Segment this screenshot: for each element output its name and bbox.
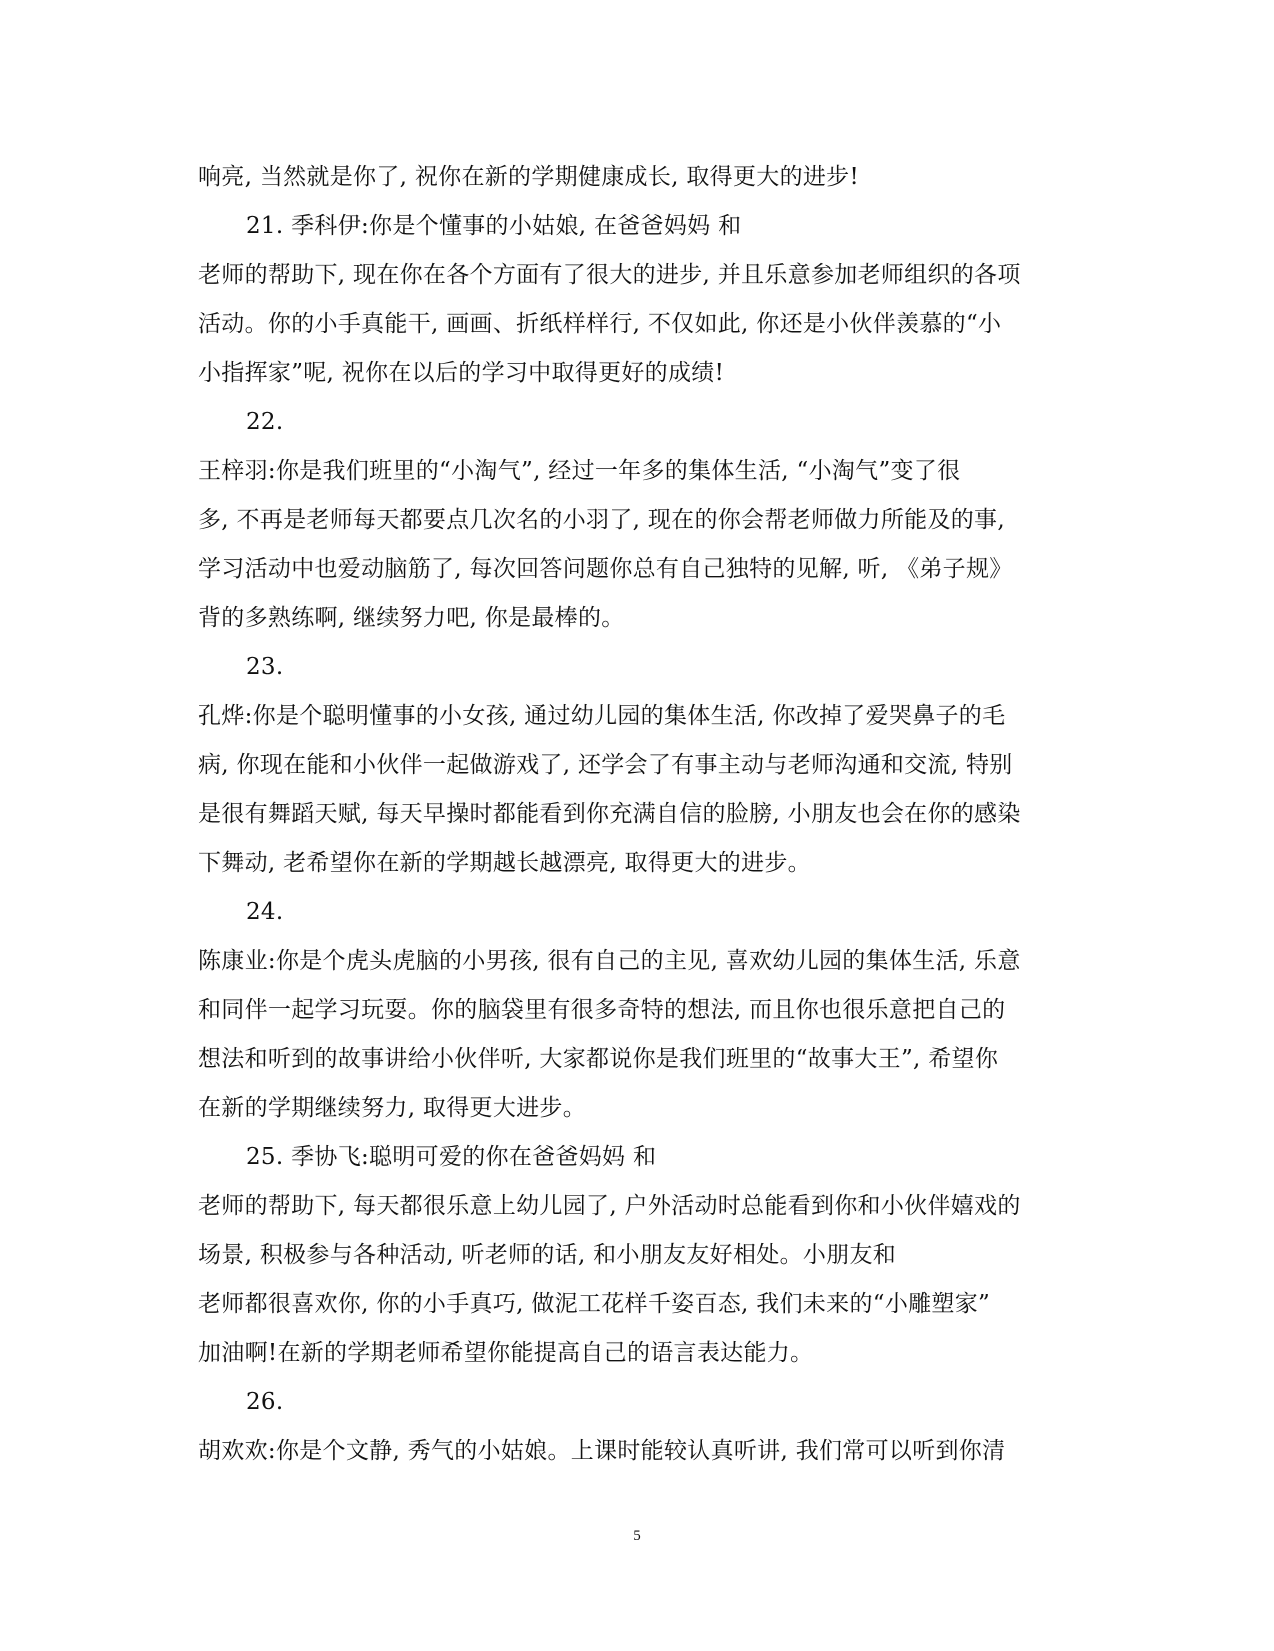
entry-26-number: 26. xyxy=(246,1389,284,1415)
text-line: 病, 你现在能和小伙伴一起做游戏了, 还学会了有事主动与老师沟通和交流, 特别 xyxy=(198,752,1013,778)
body-text xyxy=(198,153,1078,1476)
text-line: 胡欢欢:你是个文静, 秀气的小姑娘。上课时能较认真听讲, 我们常可以听到你清 xyxy=(198,1438,1006,1464)
text-line: 多, 不再是老师每天都要点几次名的小羽了, 现在的你会帮老师做力所能及的事, xyxy=(198,507,1005,533)
text-line: 学习活动中也爱动脑筋了, 每次回答问题你总有自己独特的见解, 听, 《弟子规》 xyxy=(198,556,1013,582)
text-line: 孔烨:你是个聪明懂事的小女孩, 通过幼儿园的集体生活, 你改掉了爱哭鼻子的毛 xyxy=(198,703,1006,729)
text-line: 加油啊!在新的学期老师希望你能提高自己的语言表达能力。 xyxy=(198,1340,814,1366)
entry-25-heading: 25. 季协飞:聪明可爱的你在爸爸妈妈 和 xyxy=(246,1144,657,1170)
text-line: 小指挥家”呢, 祝你在以后的学习中取得更好的成绩! xyxy=(198,360,725,386)
entry-24-number: 24. xyxy=(246,899,284,925)
text-line: 想法和听到的故事讲给小伙伴听, 大家都说你是我们班里的“故事大王”, 希望你 xyxy=(198,1046,999,1072)
text-line: 陈康业:你是个虎头虎脑的小男孩, 很有自己的主见, 喜欢幼儿园的集体生活, 乐意 xyxy=(198,948,1021,974)
text-line: 背的多熟练啊, 继续努力吧, 你是最棒的。 xyxy=(198,605,625,631)
text-line: 王梓羽:你是我们班里的“小淘气”, 经过一年多的集体生活, “小淘气”变了很 xyxy=(198,458,961,484)
text-line: 场景, 积极参与各种活动, 听老师的话, 和小朋友友好相处。小朋友和 xyxy=(198,1242,897,1268)
text-line: 老师都很喜欢你, 你的小手真巧, 做泥工花样千姿百态, 我们未来的“小雕塑家” xyxy=(198,1291,991,1317)
text-line: 老师的帮助下, 每天都很乐意上幼儿园了, 户外活动时总能看到你和小伙伴嬉戏的 xyxy=(198,1193,1021,1219)
text-line: 在新的学期继续努力, 取得更大进步。 xyxy=(198,1095,587,1121)
page-number: 5 xyxy=(633,1528,641,1544)
text-line: 老师的帮助下, 现在你在各个方面有了很大的进步, 并且乐意参加老师组织的各项 xyxy=(198,262,1021,288)
text-line: 和同伴一起学习玩耍。你的脑袋里有很多奇特的想法, 而且你也很乐意把自己的 xyxy=(198,997,1006,1023)
text-line: 是很有舞蹈天赋, 每天早操时都能看到你充满自信的脸膀, 小朋友也会在你的感染 xyxy=(198,801,1021,827)
entry-22-number: 22. xyxy=(246,409,284,435)
text-line: 活动。你的小手真能干, 画画、折纸样样行, 不仅如此, 你还是小伙伴羡慕的“小 xyxy=(198,311,1002,337)
entry-23-number: 23. xyxy=(246,654,284,680)
text-line: 响亮, 当然就是你了, 祝你在新的学期健康成长, 取得更大的进步! xyxy=(198,164,860,190)
text-line: 下舞动, 老希望你在新的学期越长越漂亮, 取得更大的进步。 xyxy=(198,850,811,876)
entry-21-heading: 21. 季科伊:你是个懂事的小姑娘, 在爸爸妈妈 和 xyxy=(246,213,742,239)
